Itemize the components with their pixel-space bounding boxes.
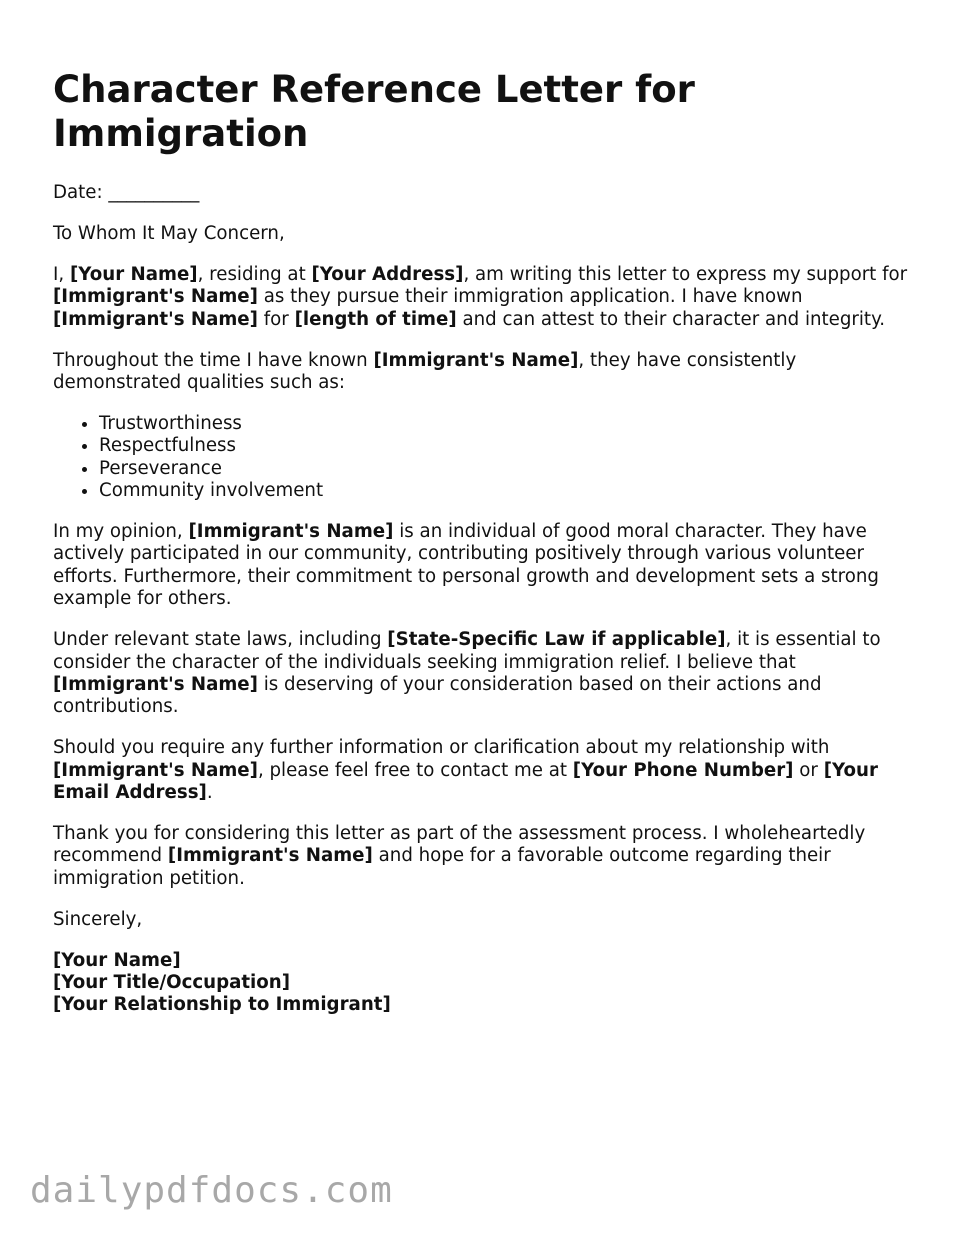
opinion-paragraph: In my opinion, [Immigrant's Name] is an individual of good moral character. They have actively participated in our community, contributing positively through various volunteer efforts. Furthermore, their commitment to personal growth and development sets a strong example for others.: [53, 520, 879, 610]
list-item: • Community involvement: [99, 480, 913, 502]
contact-paragraph: Should you require any further information or clarification about my relationship with [Immigrant's Name], please feel free to contact me at [Your Phone Number] or [Your Email Address].: [53, 737, 878, 804]
closing-paragraph: Thank you for considering this letter as part of the assessment process. I wholeheartedly recommend [Immigrant's Name] and hope for a favorable outcome regarding their immigration petition.: [53, 822, 866, 889]
signature-name: [Your Name]: [53, 949, 181, 971]
placeholder-immigrant-name: [Immigrant's Name]: [53, 673, 258, 695]
date-line: [53, 182, 913, 204]
placeholder-state-law: [State-Specific Law if applicable]: [387, 629, 726, 651]
placeholder-immigrant-name: [Immigrant's Name]: [373, 349, 579, 371]
qualities-intro-paragraph: Throughout the time I have known [Immigrant's Name], they have consistently demonstrated qualities such as:: [53, 349, 797, 393]
intro-paragraph: I, [Your Name], residing at [Your Address], am writing this letter to express my support for [Immigrant's Name] as they pursue their immigration application. I have known [Immigrant's Name] for [length of time] and can attest to their character and integrity.: [53, 263, 908, 330]
placeholder-immigrant-name: [Immigrant's Name]: [188, 520, 394, 542]
list-item: • Perseverance: [99, 458, 913, 480]
signoff: Sincerely,: [53, 908, 143, 930]
placeholder-immigrant-name: [Immigrant's Name]: [167, 845, 373, 867]
qualities-list: [53, 413, 913, 503]
signature-title: [Your Title/Occupation]: [53, 971, 291, 993]
placeholder-immigrant-name: [Immigrant's Name]: [53, 308, 258, 330]
placeholder-immigrant-name: [Immigrant's Name]: [53, 286, 258, 308]
list-item: • Respectfulness: [99, 435, 913, 457]
law-paragraph: Under relevant state laws, including [State-Specific Law if applicable], it is essential to consider the character of the individuals seeking immigration relief. I believe that [Immigrant's Name] is deserving of your consideration based on their actions and contributions.: [53, 629, 881, 718]
placeholder-phone-number: [Your Phone Number]: [572, 759, 794, 781]
date-label: Date:: [53, 182, 103, 203]
signature-relationship: [Your Relationship to Immigrant]: [53, 994, 391, 1016]
placeholder-length-of-time: [length of time]: [294, 308, 457, 330]
signature-block: [53, 950, 913, 1017]
placeholder-your-address: [Your Address]: [311, 263, 464, 285]
letter-page: [53, 68, 913, 1017]
placeholder-email-address: [Your Email Address]: [53, 759, 878, 804]
salutation: To Whom It May Concern,: [53, 222, 285, 244]
placeholder-immigrant-name: [Immigrant's Name]: [53, 759, 258, 781]
document-title: Character Reference Letter for Immigration: [53, 68, 695, 155]
list-item: • Trustworthiness: [99, 413, 913, 435]
placeholder-your-name: [Your Name]: [69, 263, 198, 285]
date-blank: __________: [108, 182, 200, 203]
watermark: dailypdfdocs.com: [30, 1170, 393, 1211]
